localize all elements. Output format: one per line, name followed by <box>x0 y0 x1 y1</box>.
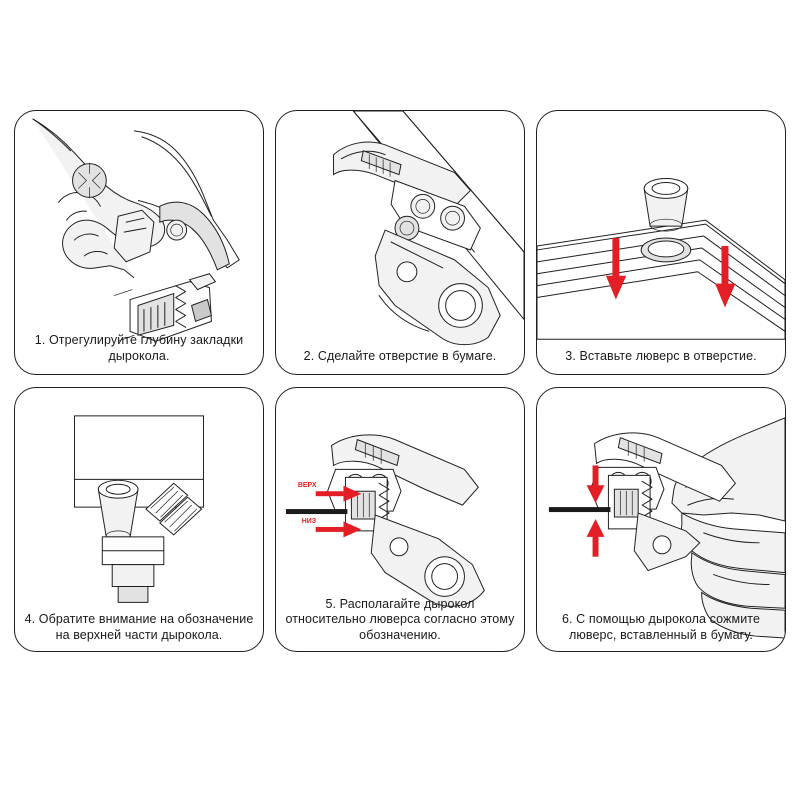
up-arrow-bottom-icon <box>587 519 605 557</box>
step-panel-4 <box>14 387 264 652</box>
step-4-caption: 4. Обратите внимание на обозначение на верхней части дырокола. <box>24 612 254 642</box>
step-panel-2 <box>275 110 525 375</box>
step-panel-6 <box>536 387 786 652</box>
reference-bar <box>286 509 348 514</box>
step-1-caption: 1. Отрегулируйте глубину закладки дырокола. <box>34 333 244 363</box>
step-panel-3 <box>536 110 786 375</box>
step-6-caption: 6. С помощью дырокола сожмите люверс, вставленный в бумагу. <box>561 612 761 642</box>
label-niz: НИЗ <box>301 517 317 525</box>
steps-grid <box>14 110 786 652</box>
step-2-illustration <box>276 111 524 374</box>
step-3-caption: 3. Вставьте люверс в отверстие. <box>565 348 757 363</box>
step-panel-1 <box>14 110 264 375</box>
step-2-caption: 2. Сделайте отверстие в бумаге. <box>303 348 497 363</box>
step-panel-5 <box>275 387 525 652</box>
step-3-illustration <box>537 111 785 374</box>
label-verh: ВЕРХ <box>297 482 317 490</box>
reference-bar <box>549 507 611 512</box>
step-5-caption: 5. Располагайте дырокол относительно люверса согласно этому обозначению. <box>285 596 515 642</box>
